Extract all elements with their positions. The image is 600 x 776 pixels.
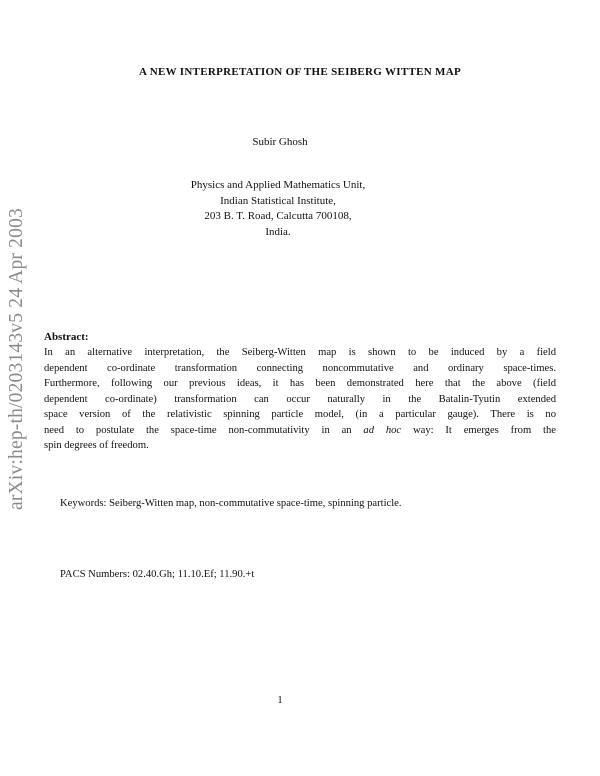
- affiliation-line: Indian Statistical Institute,: [220, 194, 336, 207]
- author-name: Subir Ghosh: [252, 136, 308, 148]
- abstract-body: [44, 345, 556, 454]
- keywords-line: Keywords: Seiberg-Witten map, non-commutative space-time, spinning particle.: [60, 498, 402, 509]
- abstract-line: space version of the relativistic spinning particle model, (in a particular gauge). There is no: [44, 409, 556, 420]
- abstract-text-segment: need to postulate the space-time non-commutativity in an: [44, 424, 364, 436]
- affiliation-line: 203 B. T. Road, Calcutta 700108,: [204, 210, 352, 222]
- abstract-line: dependent co-ordinate transformation connecting noncommutative and ordinary space-times.: [44, 362, 556, 374]
- abstract-line: In an alternative interpretation, the Seiberg-Witten map is shown to be induced by a field: [44, 347, 556, 358]
- affiliation-line: India.: [265, 225, 291, 238]
- paper-title: A NEW INTERPRETATION OF THE SEIBERG WITTEN MAP: [139, 66, 461, 78]
- abstract-line-with-italic: [44, 423, 556, 439]
- abstract-line: spin degrees of freedom.: [44, 440, 149, 451]
- abstract-heading: Abstract:: [44, 331, 89, 343]
- pacs-numbers-line: PACS Numbers: 02.40.Gh; 11.10.Ef; 11.90.+t: [60, 569, 255, 580]
- affiliation-line: Physics and Applied Mathematics Unit,: [190, 179, 366, 191]
- abstract-line: dependent co-ordinate) transformation can occur naturally in the Batalin-Tyutin extended: [44, 393, 556, 405]
- abstract-line: Furthermore, following our previous ideas, it has been demonstrated here that the above (field: [44, 378, 556, 389]
- page-number: 1: [277, 694, 283, 706]
- abstract-text-segment: way: It emerges from the: [401, 424, 556, 436]
- author-affiliation: [0, 178, 556, 240]
- abstract-italic-term: ad hoc: [363, 424, 402, 436]
- arxiv-side-stamp: arXiv:hep-th/0203143v5 24 Apr 2003: [6, 208, 27, 510]
